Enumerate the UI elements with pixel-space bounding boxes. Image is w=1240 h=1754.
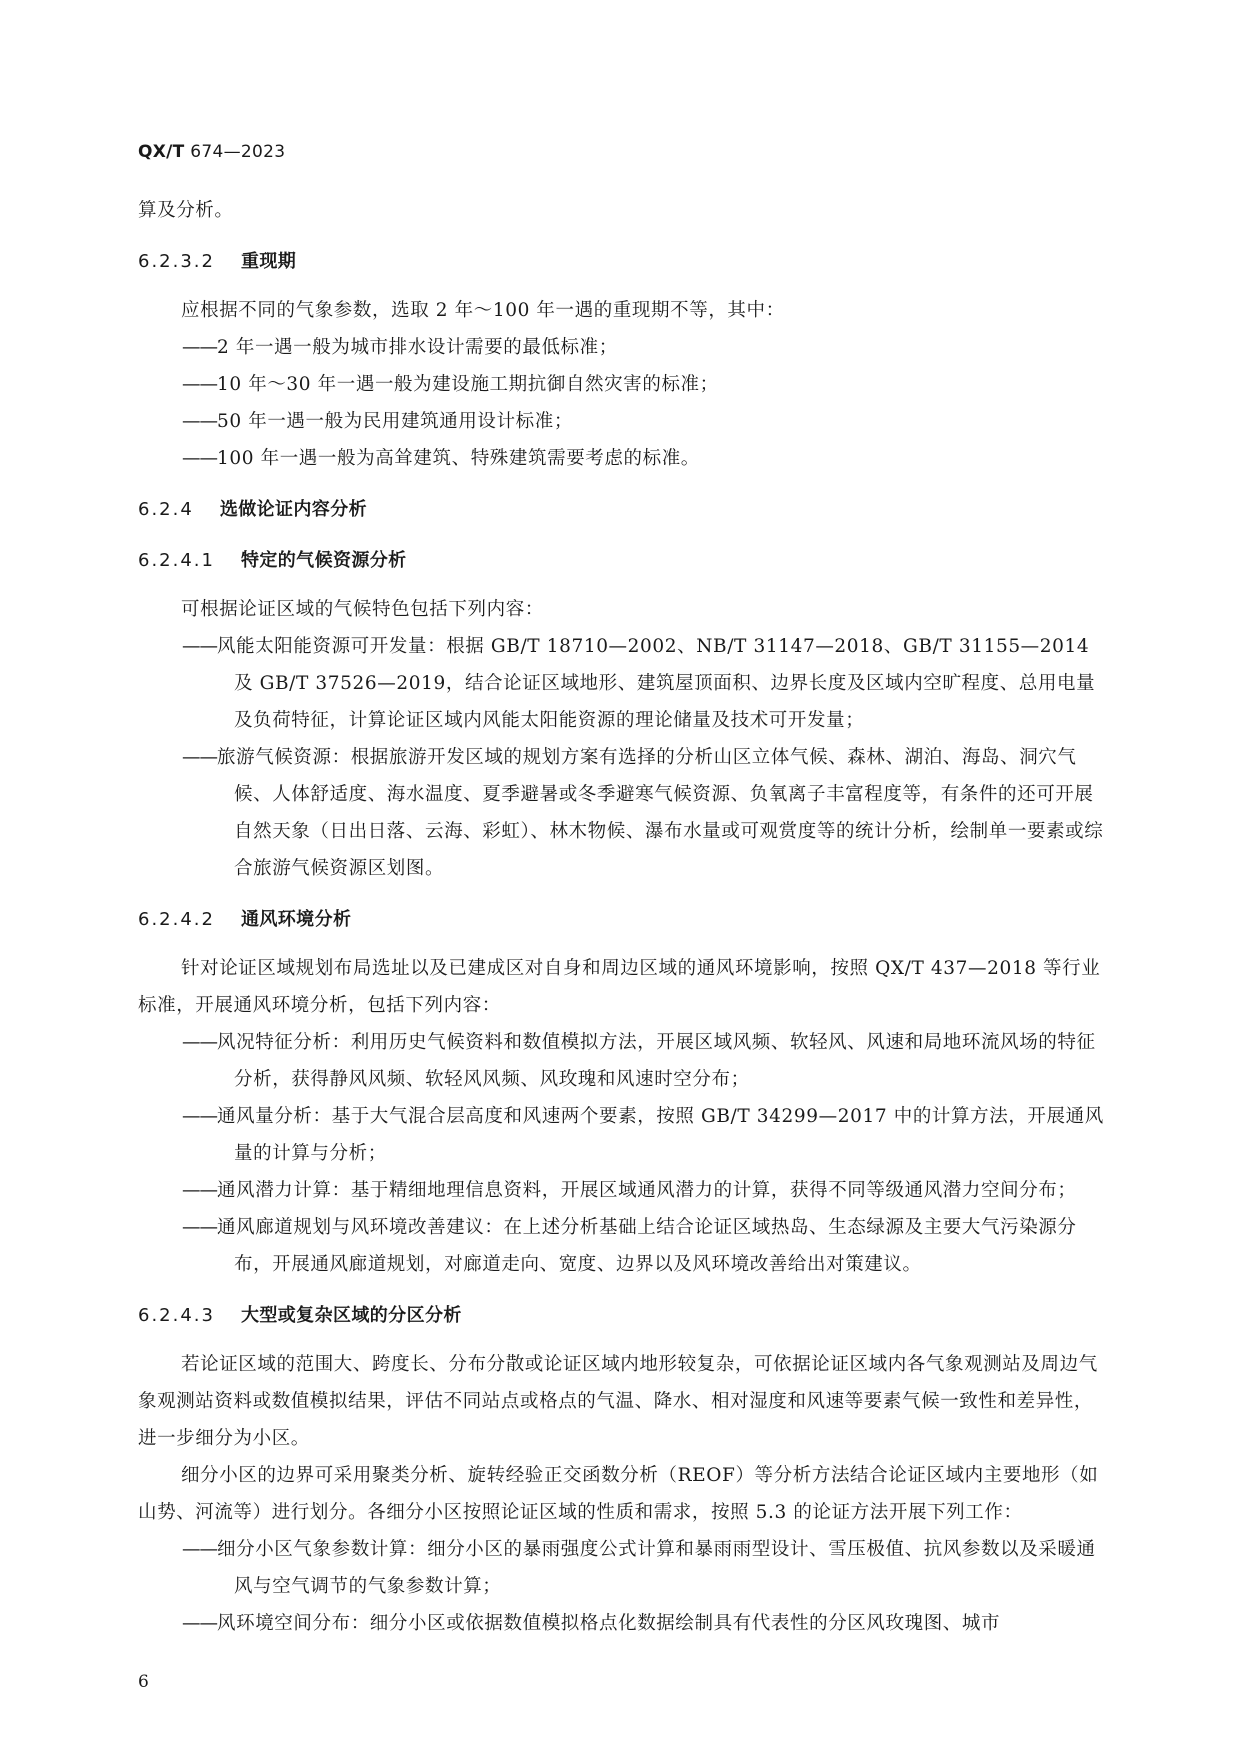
list-item (138, 440, 1104, 477)
list-dash: —— (182, 337, 217, 358)
page-number: 6 (138, 1672, 149, 1692)
list-item (138, 1172, 1104, 1209)
list-dash: —— (182, 636, 217, 657)
list-item (138, 1024, 1104, 1098)
section-number: 6.2.4 (138, 499, 194, 520)
list-item (138, 403, 1104, 440)
list-item-text: 风况特征分析：利用历史气候资料和数值模拟方法，开展区域风频、软轻风、风速和局地环流风场的特征分析，获得静风风频、软轻风风频、风玫瑰和风速时空分布； (217, 1032, 1096, 1090)
standard-id-number: 674—2023 (184, 142, 286, 162)
section-title: 大型或复杂区域的分区分析 (240, 1305, 462, 1326)
list-item-text: 细分小区气象参数计算：细分小区的暴雨强度公式计算和暴雨雨型设计、雪压极值、抗风参数以及采暖通风与空气调节的气象参数计算； (217, 1539, 1096, 1597)
list-item (138, 739, 1104, 887)
list-item (138, 628, 1104, 739)
list-dash: —— (182, 448, 217, 469)
list-item (138, 1209, 1104, 1283)
section-number: 6.2.4.3 (138, 1305, 215, 1326)
list-item (138, 1605, 1104, 1642)
list-dash: —— (182, 1106, 217, 1127)
paragraph: 可根据论证区域的气候特色包括下列内容： (181, 599, 544, 620)
list-item-text: 10 年～30 年一遇一般为建设施工期抗御自然灾害的标准； (217, 374, 719, 395)
section-heading (138, 243, 1104, 280)
document-body (138, 192, 1104, 1642)
list-item-text: 风环境空间分布：细分小区或依据数值模拟格点化数据绘制具有代表性的分区风玫瑰图、城市 (217, 1613, 1001, 1634)
list-item-text: 风能太阳能资源可开发量：根据 GB/T 18710—2002、NB/T 31147—2018、GB/T 31155—2014 及 GB/T 37526—2019，结合论证区域地形、建筑屋顶面积、边界长度及区域内空旷程度、总用电量及负荷特征，计算论证区域内风能太阳能资源的理论储量及技术可开发量； (217, 636, 1096, 731)
section-title: 特定的气候资源分析 (240, 550, 407, 571)
section-number: 6.2.4.2 (138, 909, 215, 930)
list-item (138, 329, 1104, 366)
list-item (138, 1531, 1104, 1605)
list-item (138, 1098, 1104, 1172)
list-dash: —— (182, 747, 217, 768)
list-dash: —— (182, 1613, 217, 1634)
section-number: 6.2.4.1 (138, 550, 215, 571)
standard-id-prefix: QX/T (138, 142, 185, 162)
list-item-text: 2 年一遇一般为城市排水设计需要的最低标准； (217, 337, 618, 358)
list-dash: —— (182, 411, 217, 432)
section-heading (138, 1297, 1104, 1334)
paragraph: 若论证区域的范围大、跨度长、分布分散或论证区域内地形较复杂，可依据论证区域内各气象观测站及周边气象观测站资料或数值模拟结果，评估不同站点或格点的气温、降水、相对湿度和风速等要素气候一致性和差异性，进一步细分为小区。 (138, 1354, 1098, 1449)
section-title: 重现期 (240, 251, 297, 272)
list-item-text: 通风廊道规划与风环境改善建议：在上述分析基础上结合论证区域热岛、生态绿源及主要大气污染源分布，开展通风廊道规划，对廊道走向、宽度、边界以及风环境改善给出对策建议。 (217, 1217, 1077, 1275)
list-dash: —— (182, 374, 217, 395)
section-heading (138, 901, 1104, 938)
paragraph: 针对论证区域规划布局选址以及已建成区对自身和周边区域的通风环境影响，按照 QX/T 437—2018 等行业标准，开展通风环境分析，包括下列内容： (138, 958, 1101, 1016)
list-dash: —— (182, 1032, 217, 1053)
section-title: 通风环境分析 (240, 909, 352, 930)
list-item-text: 旅游气候资源：根据旅游开发区域的规划方案有选择的分析山区立体气候、森林、湖泊、海岛、洞穴气候、人体舒适度、海水温度、夏季避暑或冬季避寒气候资源、负氧离子丰富程度等，有条件的还可开展自然天象（日出日落、云海、彩虹）、林木物候、瀑布水量或可观赏度等的统计分析，绘制单一要素或综合旅游气候资源区划图。 (217, 747, 1104, 879)
list-item-text: 100 年一遇一般为高耸建筑、特殊建筑需要考虑的标准。 (217, 448, 700, 469)
list-item-text: 通风潜力计算：基于精细地理信息资料，开展区域通风潜力的计算，获得不同等级通风潜力空间分布； (217, 1180, 1077, 1201)
list-dash: —— (182, 1539, 217, 1560)
paragraph: 算及分析。 (138, 200, 234, 221)
section-heading (138, 491, 1104, 528)
list-item (138, 366, 1104, 403)
section-heading (138, 542, 1104, 579)
paragraph: 应根据不同的气象参数，选取 2 年～100 年一遇的重现期不等，其中： (181, 300, 785, 321)
list-item-text: 通风量分析：基于大气混合层高度和风速两个要素，按照 GB/T 34299—2017 中的计算方法，开展通风量的计算与分析； (217, 1106, 1104, 1164)
section-title: 选做论证内容分析 (219, 499, 368, 520)
list-dash: —— (182, 1217, 217, 1238)
list-item-text: 50 年一遇一般为民用建筑通用设计标准； (217, 411, 573, 432)
paragraph: 细分小区的边界可采用聚类分析、旋转经验正交函数分析（REOF）等分析方法结合论证区域内主要地形（如山势、河流等）进行划分。各细分小区按照论证区域的性质和需求，按照 5.3 的论证方法开展下列工作： (138, 1465, 1099, 1523)
section-number: 6.2.3.2 (138, 251, 215, 272)
standard-id (138, 142, 285, 162)
list-dash: —— (182, 1180, 217, 1201)
